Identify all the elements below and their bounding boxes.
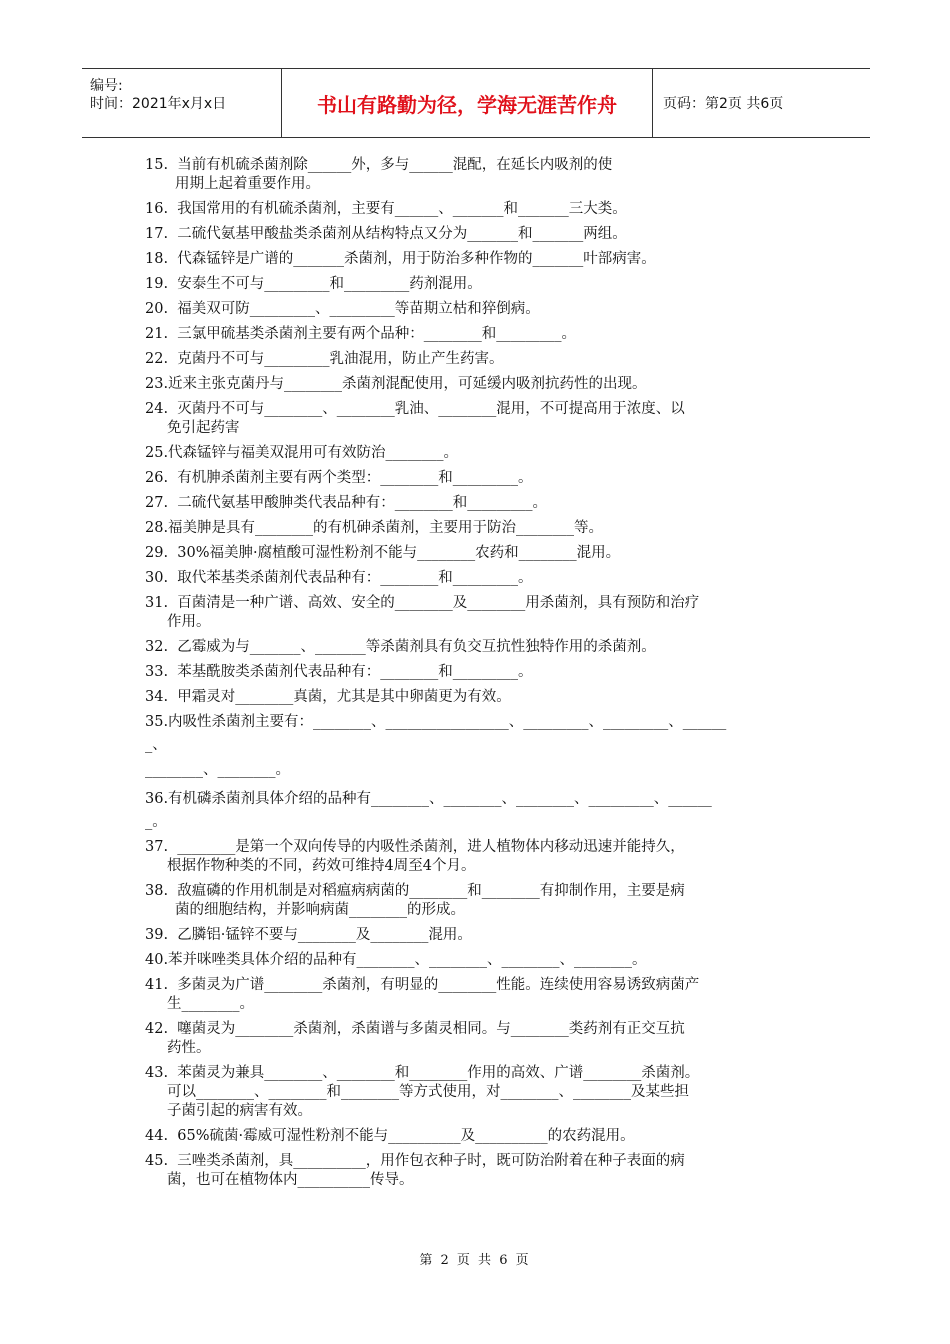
question-item bbox=[145, 519, 810, 538]
question-item bbox=[145, 444, 810, 463]
question-line: 17. 二硫代氨基甲酸盐类杀菌剂从结构特点又分为_______和_______两组。 bbox=[145, 226, 627, 242]
question-item bbox=[145, 638, 810, 657]
question-line: 19. 安泰生不可与_________和_________药剂混用。 bbox=[145, 276, 482, 292]
question-line: 菌，也可在植物体内__________传导。 bbox=[167, 1172, 414, 1188]
question-line: 35.内吸性杀菌剂主要有：________、_________________、_________、_________、______ bbox=[145, 714, 727, 730]
question-item bbox=[145, 156, 810, 194]
question-line: 可以________、________和________等方式使用，对________、________及某些担 bbox=[167, 1084, 689, 1100]
question-item bbox=[145, 713, 810, 780]
question-item bbox=[145, 300, 810, 319]
question-line: 23.近来主张克菌丹与________杀菌剂混配使用，可延缓内吸剂抗药性的出现。 bbox=[145, 376, 647, 392]
question-line: 子菌引起的病害有效。 bbox=[167, 1103, 312, 1119]
header-page-number: 页码：第2页 共6页 bbox=[663, 96, 784, 112]
question-line: 45. 三唑类杀菌剂，具__________，用作包衣种子时，既可防治附着在种子表面的病 bbox=[145, 1153, 685, 1169]
question-item bbox=[145, 838, 810, 876]
time-label: 时间：2021年x月x日 bbox=[90, 96, 227, 112]
question-line: 31. 百菌清是一种广谱、高效、安全的________及________用杀菌剂，具有预防和治疗 bbox=[145, 595, 700, 611]
page-footer: 第 2 页 共 6 页 bbox=[419, 1253, 531, 1268]
question-line: 26. 有机胂杀菌剂主要有两个类型：________和_________。 bbox=[145, 470, 533, 486]
question-line: 20. 福美双可防_________、_________等苗期立枯和猝倒病。 bbox=[145, 301, 540, 317]
question-item bbox=[145, 569, 810, 588]
question-line: 作用。 bbox=[167, 614, 211, 630]
question-item bbox=[145, 375, 810, 394]
question-item bbox=[145, 926, 810, 945]
question-line: 药性。 bbox=[167, 1040, 211, 1056]
question-item bbox=[145, 976, 810, 1014]
question-line: 29. 30%福美胂·腐植酸可湿性粉剂不能与________农药和________混用。 bbox=[145, 545, 621, 561]
question-line: 16. 我国常用的有机硫杀菌剂，主要有______、_______和_______三大类。 bbox=[145, 201, 627, 217]
question-item bbox=[145, 1064, 810, 1121]
question-item bbox=[145, 400, 810, 438]
question-item bbox=[145, 790, 810, 832]
question-item bbox=[145, 544, 810, 563]
question-line: 30. 取代苯基类杀菌剂代表品种有：________和_________。 bbox=[145, 570, 533, 586]
question-item bbox=[145, 663, 810, 682]
question-item bbox=[145, 688, 810, 707]
question-list bbox=[145, 156, 810, 1196]
question-item bbox=[145, 594, 810, 632]
question-line: 38. 敌瘟磷的作用机制是对稻瘟病病菌的________和________有抑制作用，主要是病 bbox=[145, 883, 685, 899]
question-item bbox=[145, 225, 810, 244]
page-header bbox=[82, 68, 870, 138]
question-line: 37. ________是第一个双向传导的内吸性杀菌剂，进人植物体内移动迅速并能持久， bbox=[145, 839, 685, 855]
question-item bbox=[145, 494, 810, 513]
question-line: 34. 甲霜灵对________真菌，尤其是其中卵菌更为有效。 bbox=[145, 689, 511, 705]
question-line: 免引起药害 bbox=[167, 420, 240, 436]
question-item bbox=[145, 1152, 810, 1190]
question-line: 25.代森锰锌与福美双混用可有效防治________。 bbox=[145, 445, 459, 461]
question-line: 生________。 bbox=[167, 996, 254, 1012]
question-item bbox=[145, 350, 810, 369]
question-line: _、 bbox=[145, 737, 167, 753]
question-item bbox=[145, 250, 810, 269]
question-item bbox=[145, 951, 810, 970]
question-item bbox=[145, 1127, 810, 1146]
question-line: _。 bbox=[145, 814, 167, 830]
code-label: 编号: bbox=[90, 78, 123, 94]
header-motto: 书山有路勤为径，学海无涯苦作舟 bbox=[282, 69, 653, 137]
question-line: 15. 当前有机硫杀菌剂除______外，多与______混配，在延长内吸剂的使 bbox=[145, 157, 613, 173]
question-line: 42. 噻菌灵为________杀菌剂，杀菌谱与多菌灵相同。与________类药剂有正交互抗 bbox=[145, 1021, 685, 1037]
question-line: 41. 多菌灵为广谱________杀菌剂，有明显的________性能。连续使用容易诱致病菌产 bbox=[145, 977, 700, 993]
question-item bbox=[145, 200, 810, 219]
question-line: 44. 65%硫菌·霉威可湿性粉剂不能与__________及__________的农药混用。 bbox=[145, 1128, 635, 1144]
question-line: 用期上起着重要作用。 bbox=[175, 176, 320, 192]
question-line: 40.苯并咪唑类具体介绍的品种有________、________、________、________。 bbox=[145, 952, 647, 968]
question-line: 22. 克菌丹不可与_________乳油混用，防止产生药害。 bbox=[145, 351, 504, 367]
question-item bbox=[145, 882, 810, 920]
question-line: 33. 苯基酰胺类杀菌剂代表品种有：________和_________。 bbox=[145, 664, 533, 680]
question-line: 21. 三氯甲硫基类杀菌剂主要有两个品种：________和_________。 bbox=[145, 326, 577, 342]
question-item bbox=[145, 469, 810, 488]
question-line: ________、________。 bbox=[145, 762, 290, 778]
question-item bbox=[145, 1020, 810, 1058]
question-item bbox=[145, 275, 810, 294]
question-line: 36.有机磷杀菌剂具体介绍的品种有________、________、________、_________、______ bbox=[145, 791, 712, 807]
question-item bbox=[145, 325, 810, 344]
header-meta bbox=[82, 69, 282, 137]
question-line: 菌的细胞结构，并影响病菌________的形成。 bbox=[175, 902, 465, 918]
question-line: 27. 二硫代氨基甲酸胂类代表品种有：________和_________。 bbox=[145, 495, 548, 511]
question-line: 18. 代森锰锌是广谱的_______杀菌剂，用于防治多种作物的_______叶部病害。 bbox=[145, 251, 656, 267]
question-line: 根据作物种类的不同，药效可维持4周至4个月。 bbox=[167, 858, 476, 874]
question-line: 32. 乙霉威为与_______、_______等杀菌剂具有负交互抗性独特作用的杀菌剂。 bbox=[145, 639, 656, 655]
question-line: 39. 乙膦铝·锰锌不要与________及________混用。 bbox=[145, 927, 472, 943]
question-line: 43. 苯菌灵为兼具________、________和________作用的高效、广谱________杀菌剂。 bbox=[145, 1065, 700, 1081]
question-line: 28.福美胂是具有________的有机砷杀菌剂，主要用于防治________等。 bbox=[145, 520, 604, 536]
question-line: 24. 灭菌丹不可与________、________乳油、________混用，不可提高用于浓度、以 bbox=[145, 401, 685, 417]
